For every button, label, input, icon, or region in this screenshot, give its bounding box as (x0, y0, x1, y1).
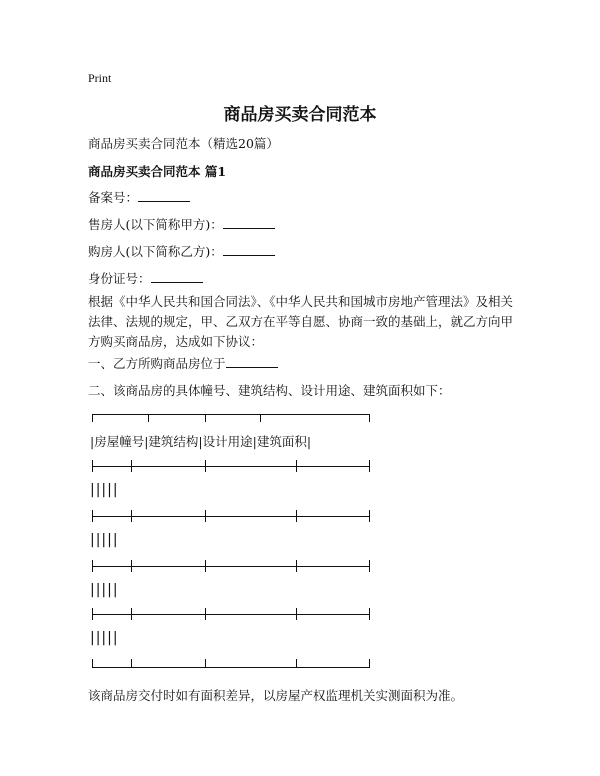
record-no-blank (138, 189, 190, 202)
table-row: ||||| (90, 582, 119, 598)
table-row-separator (92, 566, 370, 567)
table-tick (148, 414, 149, 422)
table-tick (369, 560, 370, 572)
table-top-border (92, 414, 370, 415)
document-subtitle: 商品房买卖合同范本（精选20篇） (88, 136, 279, 151)
table-tick (131, 608, 132, 620)
id-no-field (88, 269, 203, 287)
table-tick (131, 659, 132, 667)
buyer-blank (223, 243, 275, 256)
clause-2: 二、该商品房的具体幢号、建筑结构、设计用途、建筑面积如下： (88, 383, 451, 398)
print-label[interactable]: Print (88, 71, 112, 85)
table-tick (131, 560, 132, 572)
table-tick (131, 510, 132, 522)
buyer-label: 购房人(以下简称乙方)： (88, 244, 223, 259)
table-tick (205, 414, 206, 422)
table-tick (296, 510, 297, 522)
seller-blank (223, 216, 275, 229)
table-row-separator (92, 516, 370, 517)
document-title: 商品房买卖合同范本 (223, 105, 377, 125)
table-tick (92, 510, 93, 522)
clause-1-text: 一、乙方所购商品房位于 (88, 356, 226, 371)
table-row: ||||| (90, 532, 119, 548)
table-tick (260, 414, 261, 422)
table-row-separator (92, 466, 370, 467)
closing-line: 该商品房交付时如有面积差异，以房屋产权监理机关实测面积为准。 (88, 688, 464, 703)
clause-1 (88, 354, 278, 372)
id-no-blank (151, 270, 203, 283)
seller-field (88, 215, 275, 233)
section-heading: 商品房买卖合同范本 篇1 (88, 164, 227, 179)
table-header-row: |房屋幢号|建筑结构|设计用途|建筑面积| (90, 434, 312, 449)
table-tick (369, 608, 370, 620)
table-tick (92, 560, 93, 572)
table-tick (369, 659, 370, 667)
id-no-label: 身份证号： (88, 271, 151, 286)
table-tick (92, 414, 93, 422)
table-tick (296, 460, 297, 472)
clause-1-blank (226, 355, 278, 368)
table-tick (369, 460, 370, 472)
table-tick (205, 460, 206, 472)
table-tick (205, 659, 206, 667)
table-tick (369, 414, 370, 422)
record-no-field (88, 188, 190, 206)
buyer-field (88, 242, 275, 260)
table-tick (369, 510, 370, 522)
table-tick (205, 608, 206, 620)
table-tick (131, 460, 132, 472)
table-tick (296, 560, 297, 572)
intro-paragraph: 根据《中华人民共和国合同法》、《中华人民共和国城市房地产管理法》及相关法律、法规的规定，甲、乙双方在平等自愿、协商一致的基础上，就乙方向甲方购买商品房，达成如下协议： (88, 294, 514, 349)
table-row: ||||| (90, 630, 119, 646)
table-tick (92, 659, 93, 667)
table-row: ||||| (90, 482, 119, 498)
table-tick (92, 608, 93, 620)
table-tick (205, 560, 206, 572)
table-tick (92, 460, 93, 472)
table-tick (205, 510, 206, 522)
table-tick (296, 659, 297, 667)
record-no-label: 备案号： (88, 190, 139, 205)
seller-label: 售房人(以下简称甲方)： (88, 217, 223, 232)
table-tick (296, 608, 297, 620)
table-row-separator (92, 614, 370, 615)
table-bottom-border (92, 667, 370, 668)
